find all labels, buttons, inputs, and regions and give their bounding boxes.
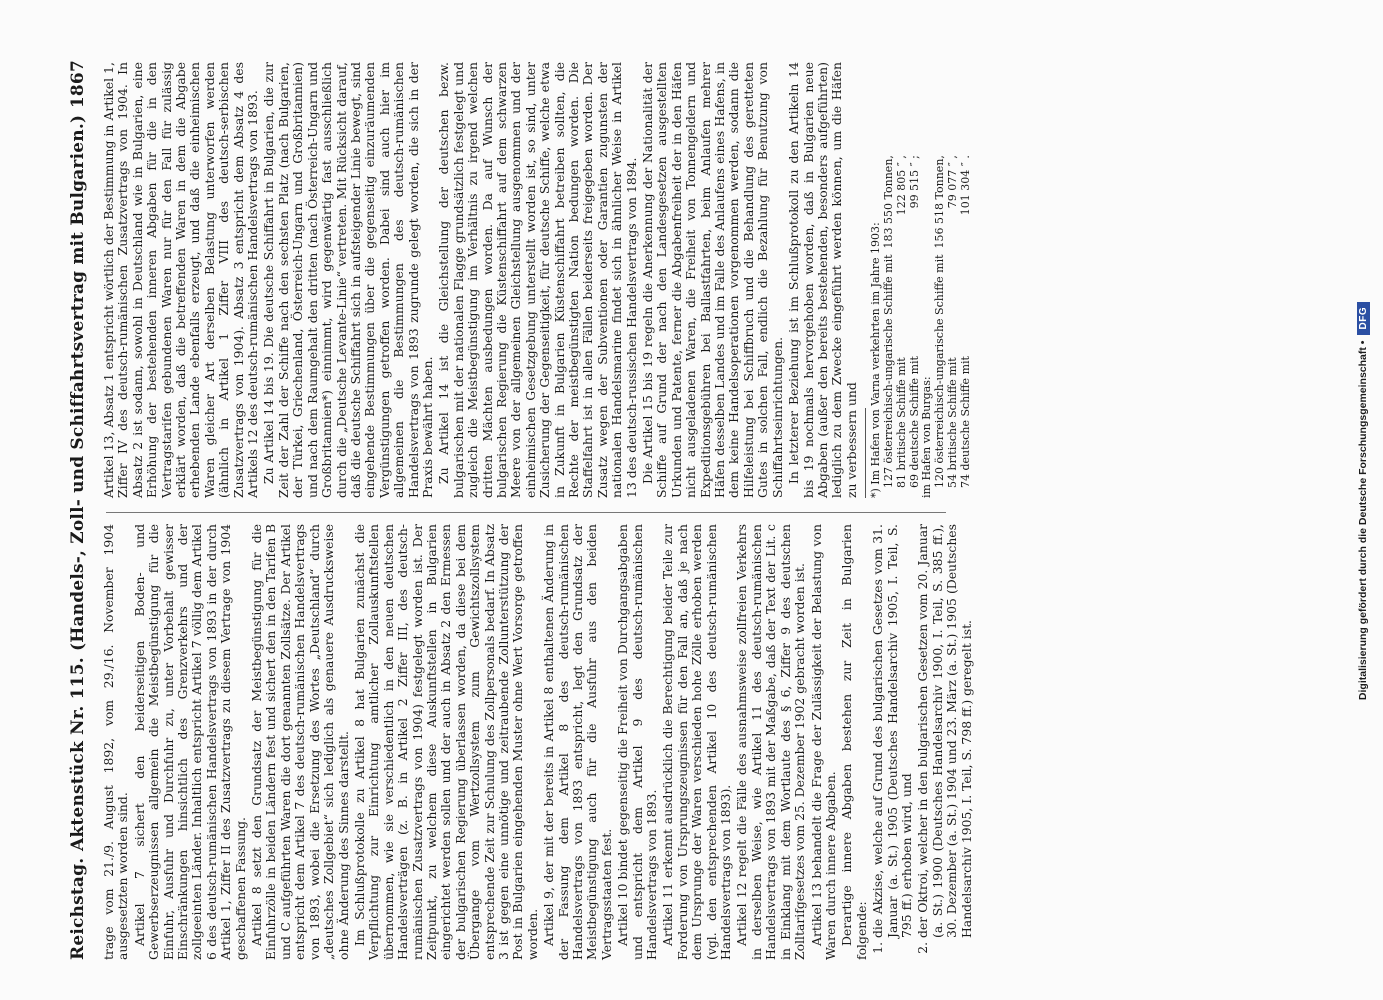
table-cell: 183 550 Tonnen, [881, 155, 895, 249]
table-row [883, 149, 896, 488]
table-cell: 54 britische Schiffe mit [945, 357, 959, 488]
table-cell: 122 805 ″ , [894, 155, 908, 216]
levy-list [871, 524, 974, 960]
paragraph: Artikel 13, Absatz 1 entspricht wörtlich der Bestimmung in Artikel 1, Ziffer IV des deutsch-rumänischen Zusatzvertrags von 1904. In Absatz 2 ist sodann, sowohl in Deutschland wie in Bulgarien, eine Erhöhung der bestehenden inneren Abgaben für die in den Vertragstarifen gebundenen Waren nur für den Fall für zulässig erklärt worden, daß die betreffenden Waren in dem die Abgabe erhebenden Lande ebenfalls erzeugt, und daß die einheimischen Waren gleicher Art derselben Belastung unterworfen werden (ähnlich in Artikel 1 Ziffer VIII des deutsch-serbischen Zusatzvertrags von 1904). Absatz 3 entspricht dem Absatz 4 des Artikels 12 des deutsch-rumänischen Handelsvertrags von 1893. [101, 62, 261, 498]
paragraph: Artikel 7 sichert den beiderseitigen Boden- und Gewerbserzeugnissen allgemein die Meistbegünstigung für die Einfuhr, Ausfuhr und Durchfuhr zu, unter Vorbehalt gewisser Einschränkungen hinsichtlich des Grenzverkehrs und der zollgeeinten Länder. Inhaltlich entspricht Artikel 7 völlig dem Artikel 6 des deutsch-rumänischen Handelsvertrags von 1893 in der durch Artikel 1, Ziffer II des Zusatzvertrags zu diesem Vertrage von 1904 geschaffenen Fassung. [131, 524, 248, 960]
paragraph: Artikel 11 erkennt ausdrücklich die Berechtigung beider Teile zur Forderung von Ursprungszeugnissen für den Fall an, daß je nach dem Ursprunge der Waren verschieden hohe Zölle erhoben werden (vgl. den entsprechenden Artikel 10 des deutsch-rumänischen Handelsvertrags von 1893). [660, 524, 734, 960]
paragraph: Artikel 8 setzt den Grundsatz der Meistbegünstigung für die Einfuhrzölle in beiden Ländern fest und sichert den in den Tarifen B und C aufgeführten Waren die dort genannten Zollsätze. Der Artikel entspricht dem Artikel 7 des deutsch-rumänischen Handelsvertrags von 1893, wobei die Ersetzung des Wortes „Deutschland“ durch „deutsches Zollgebiet“ sich lediglich als genauere Ausdrucksweise ohne Änderung des Sinnes darstellt. [249, 524, 351, 960]
footnote-table-burgas [934, 149, 972, 488]
list-item: 2. der Oktroi, welcher in den bulgarischen Gesetzen vom 20. Januar (a. St.) 1900 (Deutsches Handelsarchiv 1900, I. Teil, S. 385 ff.), 30. Dezember (a. St.) 1904 und 23. März (a. St.) 1905 (Deutsches Handelsarchiv 1905, I. Teil, S. 798 ff.) geregelt ist. [916, 524, 974, 938]
paragraph: In letzterer Beziehung ist im Schlußprotokoll zu den Artikeln 14 bis 19 nochmals hervorgehoben worden, daß in Bulgarien neue Abgaben (außer den bereits bestehenden, besonders aufgeführten) lediglich zu dem Zwecke eingeführt werden können, um die Häfen zu verbessern und [786, 62, 859, 498]
header-left: Reichstag. [68, 857, 88, 960]
table-cell: 120 österreichisch-ungarische Schiffe mit [933, 254, 947, 488]
digitization-credit [1352, 6, 1374, 996]
table-cell: 81 britische Schiffe mit [894, 357, 908, 488]
table-cell: 156 518 Tonnen, [933, 155, 947, 249]
footnote [865, 62, 972, 498]
column-divider [106, 512, 946, 513]
table-cell: 127 österreichisch-ungarische Schiffe mit [881, 254, 895, 488]
paragraph: Im Schlußprotokolle zu Artikel 8 hat Bulgarien zunächst die Verpflichtung zur Einrichtung amtlicher Zollauskunftstellen übernommen, wie sie verschiedentlich in den neuen deutschen Handelsverträgen (z. B. in Artikel 2 Ziffer III, des deutsch-rumänischen Zusatzvertrags von 1904) festgelegt worden ist. Der Zeitpunkt, zu welchem diese Auskunftstellen in Bulgarien eingerichtet werden sollen und der auch in Absatz 2 den Ermessen der bulgarischen Regierung überlassen worden, da diese bei dem Übergange vom Wertzollsystem zum Gewichtszollsystem entsprechende Zeit zur Schulung des Zollpersonals bedarf. In Absatz 3 ist gegen eine unnötige und zeitraubende Zollunterstützung der Post in Bulgarien eingehenden Muster ohne Wert Vorsorge getroffen worden. [351, 524, 540, 960]
table-cell: 99 515 ″ ; [907, 155, 921, 209]
table-row [947, 149, 960, 488]
table-cell: 74 deutsche Schiffe mit [958, 356, 972, 488]
credit-text: Digitalisierung gefördert durch die Deutsche Forschungsgemeinschaft • [1357, 340, 1369, 701]
page-header [58, 60, 98, 960]
paragraph: Zu Artikel 14 ist die Gleichstellung der deutschen bezw. bulgarischen mit der nationalen Flagge grundsätzlich festgelegt und zugleich die Meistbegünstigung im Verhältnis zu irgend welchen dritten Mächten ausbedungen worden. Da auf Wunsch der bulgarischen Regierung die Küstenschiffahrt auf dem schwarzen Meere von der allgemeinen Gleichstellung ausgenommen und der einheimischen Gesetzgebung unterstellt worden ist, so sind, unter Zusicherung der Gegenseitigkeit, für deutsche Schiffe, welche etwa in Zukunft in Bulgarien Küstenschiffahrt betreiben sollten, die Rechte der meistbegünstigten Nation bedungen worden. Die Staffelfahrt ist in allen Fällen beiderseits freigegeben worden. Der Zusatz wegen der Subventionen oder Garantien zugunsten der nationalen Handelsmarine findet sich in ähnlicher Weise in Artikel 13 des deutsch-russischen Handelsvertrags von 1894. [436, 62, 639, 498]
footnote-mid: im Hafen von Burgas: [920, 376, 934, 498]
paragraph: Zu Artikel 14 bis 19. Die deutsche Schiffahrt in Bulgarien, die zur Zeit der Zahl der Schiffe nach den sechsten Platz (nach Bulgarien, der Türkei, Griechenland, Österreich-Ungarn und Großbritannien) und nach dem Raumgehalt den dritten (nach Österreich-Ungarn und Großbritannien*) einnimmt, wird gegenwärtig fast ausschließlich durch die „Deutsche Levante-Linie“ vertreten. Mit Rücksicht darauf, daß die deutsche Schiffahrt sich in aufsteigender Linie bewegt, sind eingehende Bestimmungen über die gegenseitig einzuräumenden Vergünstigungen getroffen worden. Dabei sind auch hier im allgemeinen die Bestimmungen des deutsch-rumänischen Handelsvertrags von 1893 zugrunde gelegt worden, die sich in der Praxis bewährt haben. [261, 62, 435, 498]
paragraph: Artikel 12 regelt die Fälle des ausnahmsweise zollfreien Verkehrs in derselben Weise, wie Artikel 11 des deutsch-rumänischen Handelsvertrags von 1893 mit der Maßgabe, daß der Text der Lit. c in Einklang mit dem Wortlaute des § 6, Ziffer 9 des deutschen Zolltarifgesetzes vom 25. Dezember 1902 gebracht worden ist. [734, 524, 808, 960]
list-item: 1. die Akzise, welche auf Grund des bulgarischen Gesetzes vom 31. Januar (a. St.) 1905 (Deutsches Handelsarchiv 1905, I. Teil, S. 795 ff.) erhoben wird, und [871, 524, 914, 938]
paragraph: trage vom 21./9. August 1892, vom 29./16. November 1904 ausgesetzten worden sind. [101, 524, 131, 960]
table-row [934, 149, 947, 488]
column-left [102, 524, 976, 960]
table-row [960, 149, 973, 488]
paragraph: Artikel 9, der mit der bereits in Artikel 8 enthaltenen Änderung in der Fassung dem Artikel 8 des deutsch-rumänischen Handelsvertrags von 1893 entspricht, legt den Grundsatz der Meistbegünstigung auch für die Ausfuhr aus den beiden Vertragsstaaten fest. [541, 524, 614, 960]
footnote-table-varna [883, 149, 921, 488]
table-cell: 101 304 ″ . [958, 155, 972, 216]
paragraph: Derartige innere Abgaben bestehen zur Zeit in Bulgarien folgende: [839, 524, 869, 960]
paragraph: Artikel 10 bindet gegenseitig die Freiheit von Durchgangsabgaben und entspricht dem Artikel 9 des deutsch-rumänischen Handelsvertrags von 1893. [615, 524, 660, 960]
column-right [102, 62, 973, 498]
dfg-logo: DFG [1357, 302, 1370, 335]
paragraph: Artikel 13 behandelt die Frage der Zulässigkeit der Belastung von Waren durch innere Abgaben. [808, 524, 838, 960]
table-cell: 79 077 ″ , [945, 155, 959, 209]
table-row [896, 149, 909, 488]
header-title: Aktenstück Nr. 115. (Handels-, Zoll- und Schiffahrtsvertrag mit Bulgarien.) [68, 114, 88, 851]
table-cell: 69 deutsche Schiffe mit [907, 356, 921, 488]
footnote-intro: *) Im Hafen von Varna verkehrten im Jahre 1903: [869, 222, 883, 498]
rotated-page-content [58, 60, 1338, 960]
footnote-separator [865, 408, 866, 498]
page-number: 1867 [68, 60, 88, 109]
paragraph: Die Artikel 15 bis 19 regeln die Anerkennung der Nationalität der Schiffe auf Grund der nach den Landesgesetzen ausgestellten Urkunden und Patente, ferner die Abgabenfreiheit der in den Häfen nicht ausgeladenen Waren, die Freiheit von Tonnengeldern und Expeditionsgebühren bei Ballastfahrten, beim Anlaufen mehrer Häfen desselben Landes und im Falle des Anlaufens eines Hafens, in dem keine Handelsoperationen vorgenommen werden, sodann die Hilfeleistung bei Schiffbruch und die Behandlung des geretteten Gutes in solchen Fall, endlich die Bezahlung für Benutzung von Schiffahrtseinrichtungen. [640, 62, 785, 498]
